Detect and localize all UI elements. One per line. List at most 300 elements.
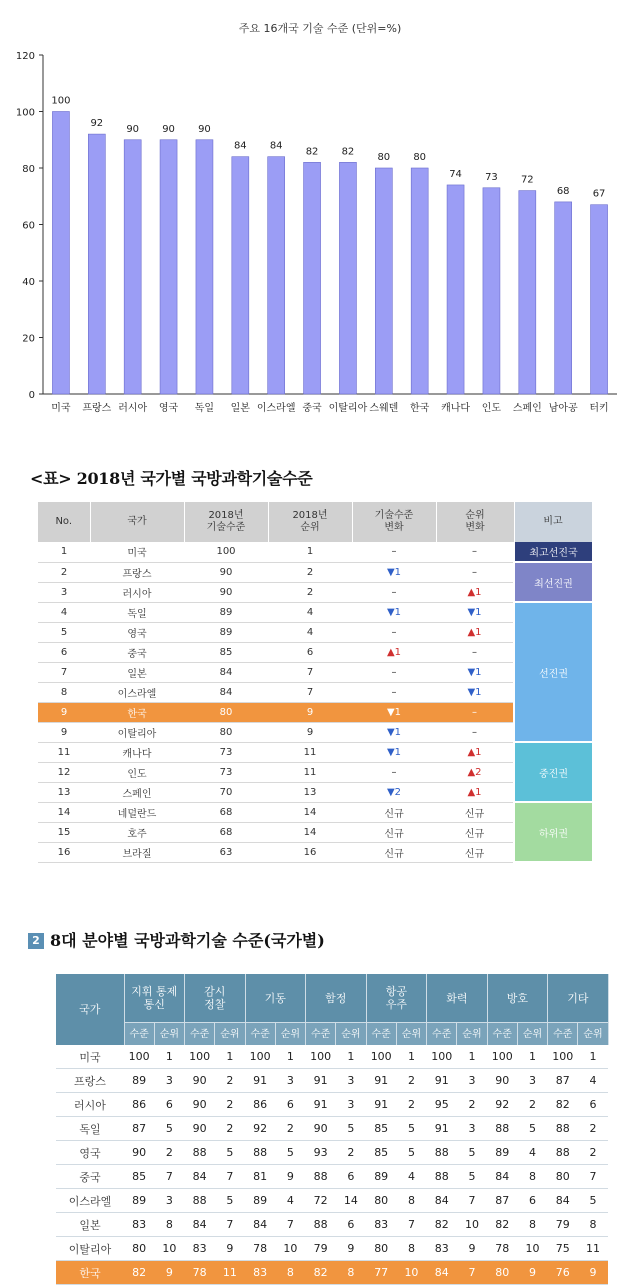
table2-rank-cell: 7 (215, 1213, 245, 1237)
table2-level-subheader: 수준 (245, 1023, 275, 1046)
bar (304, 162, 321, 394)
table2-rank-cell: 3 (457, 1069, 487, 1093)
table2-level-cell: 90 (487, 1069, 517, 1093)
table2-rank-cell: 4 (275, 1189, 305, 1213)
table2-level-cell: 81 (245, 1165, 275, 1189)
table2-level-cell: 75 (548, 1237, 578, 1261)
table1-cell-no: 9 (38, 702, 90, 722)
table2-rank-cell: 5 (457, 1141, 487, 1165)
category-label: 미국 (51, 403, 71, 414)
table2-level-cell: 91 (427, 1117, 457, 1141)
table1-cell-level: 73 (184, 742, 268, 762)
table1-cell-rank: 13 (268, 782, 352, 802)
table1-row (38, 702, 592, 722)
table2-level-cell: 82 (548, 1093, 578, 1117)
table1-header: 순위 변화 (436, 502, 514, 542)
table2-rank-cell: 7 (275, 1213, 305, 1237)
table2-level-cell: 87 (124, 1117, 154, 1141)
bar-value-label: 84 (233, 140, 247, 152)
table1-cell-no: 7 (38, 662, 90, 682)
table2-rank-cell: 5 (154, 1117, 184, 1141)
table2-rank-cell: 1 (396, 1045, 426, 1069)
table1-cell-country: 호주 (90, 822, 184, 842)
table2-rank-cell: 8 (336, 1261, 366, 1285)
table2-level-cell: 93 (306, 1141, 336, 1165)
table2-field-header: 기타 (548, 974, 609, 1023)
table1-cell-level-change: ▼1 (352, 722, 436, 742)
table2-rank-cell: 6 (336, 1165, 366, 1189)
table1-title: <표> 2018년 국가별 국방과학기술수준 (30, 469, 313, 488)
table1-cell-country: 인도 (90, 762, 184, 782)
y-tick-label: 120 (15, 51, 35, 62)
table1-cell-level: 90 (184, 562, 268, 582)
chart-title: 주요 16개국 기술 수준 (단위=%) (238, 22, 402, 35)
table2-rank-cell: 10 (517, 1237, 547, 1261)
category-label: 독일 (194, 403, 215, 414)
table1-cell-rank-change: – (436, 722, 514, 742)
table2-level-cell: 95 (427, 1093, 457, 1117)
table2-level-cell: 82 (427, 1213, 457, 1237)
table2-level-cell: 88 (185, 1141, 215, 1165)
table2-level-cell: 82 (487, 1213, 517, 1237)
table1-cell-level: 68 (184, 802, 268, 822)
table1-row (38, 782, 592, 802)
table2-rank-cell: 2 (336, 1141, 366, 1165)
table1-cell-level-change: 신규 (352, 842, 436, 862)
table2-level-cell: 78 (185, 1261, 215, 1285)
table1-cell-level-change: 신규 (352, 802, 436, 822)
table2-level-cell: 84 (427, 1189, 457, 1213)
table1-group-label: 하위권 (514, 802, 592, 862)
table1-row (38, 742, 592, 762)
table1-cell-no: 1 (38, 542, 90, 562)
y-tick-label: 60 (22, 220, 35, 232)
table2-level-cell: 88 (245, 1141, 275, 1165)
section-number-badge: 2 (28, 933, 44, 949)
table2-level-cell: 89 (366, 1165, 396, 1189)
table2-rank-cell: 4 (578, 1069, 608, 1093)
table1-cell-level: 68 (184, 822, 268, 842)
table1-cell-no: 13 (38, 782, 90, 802)
table1-cell-level-change: ▲1 (352, 642, 436, 662)
table2-rank-cell: 1 (517, 1045, 547, 1069)
table2-rank-cell: 6 (578, 1093, 608, 1117)
table1-group-label: 중진권 (514, 742, 592, 802)
table2-level-subheader: 수준 (548, 1023, 578, 1046)
table1-cell-country: 영국 (90, 622, 184, 642)
table1-cell-rank: 14 (268, 802, 352, 822)
bar (196, 140, 213, 394)
table2-level-cell: 85 (366, 1117, 396, 1141)
table1-cell-rank-change: ▼1 (436, 682, 514, 702)
table2-rank-cell: 7 (457, 1261, 487, 1285)
table2-row (56, 1165, 608, 1189)
table1-cell-country: 러시아 (90, 582, 184, 602)
table1-cell-level: 89 (184, 622, 268, 642)
table1-group-label: 선진권 (514, 602, 592, 742)
table1-cell-level: 84 (184, 662, 268, 682)
table2-rank-cell: 9 (336, 1237, 366, 1261)
bar-value-label: 72 (520, 174, 534, 186)
table2-row (56, 1237, 608, 1261)
table1-cell-rank-change: – (436, 542, 514, 562)
table2-level-cell: 89 (124, 1069, 154, 1093)
table1-cell-no: 4 (38, 602, 90, 622)
table2-rank-cell: 1 (275, 1045, 305, 1069)
bar-chart (0, 0, 640, 430)
table2-rank-cell: 3 (517, 1069, 547, 1093)
table1-cell-level: 89 (184, 602, 268, 622)
table2-level-subheader: 수준 (427, 1023, 457, 1046)
section2-title: 8대 분야별 국방과학기술 수준(국가별) (50, 931, 325, 950)
table2-level-cell: 80 (366, 1237, 396, 1261)
table2-field-header: 지휘 통제 통신 (124, 974, 185, 1023)
bar (268, 157, 285, 394)
table1-cell-no: 8 (38, 682, 90, 702)
category-label: 남아공 (548, 403, 578, 414)
table2-row (56, 1045, 608, 1069)
table2-row (56, 1213, 608, 1237)
y-tick-label: 20 (22, 333, 35, 345)
table2-rank-cell: 10 (457, 1213, 487, 1237)
table2-rank-subheader: 순위 (275, 1023, 305, 1046)
category-label: 인도 (481, 403, 502, 414)
bar-value-label: 80 (377, 152, 391, 163)
table1-row (38, 562, 592, 582)
table2-level-cell: 88 (427, 1141, 457, 1165)
table2-country-cell: 이탈리아 (56, 1237, 124, 1261)
table2-rank-cell: 3 (154, 1189, 184, 1213)
table1-cell-country: 브라질 (90, 842, 184, 862)
table1-row (38, 542, 592, 562)
table2-rank-cell: 5 (396, 1117, 426, 1141)
table1-cell-rank: 1 (268, 542, 352, 562)
table2-rank-cell: 6 (275, 1093, 305, 1117)
table1-cell-rank: 16 (268, 842, 352, 862)
table2-level-cell: 86 (245, 1093, 275, 1117)
table2-level-cell: 80 (548, 1165, 578, 1189)
bar (519, 191, 536, 394)
field-tech-level-table (56, 974, 609, 1285)
table1-cell-no: 15 (38, 822, 90, 842)
y-tick-label: 0 (28, 390, 35, 401)
table1-cell-rank: 2 (268, 562, 352, 582)
table1-row (38, 682, 592, 702)
bar (411, 168, 428, 394)
table2-rank-cell: 2 (578, 1141, 608, 1165)
table2-level-cell: 86 (124, 1093, 154, 1117)
table2-rank-cell: 9 (578, 1261, 608, 1285)
table2-rank-cell: 1 (578, 1045, 608, 1069)
category-label: 이스라엘 (256, 403, 296, 414)
table1-cell-level: 100 (184, 542, 268, 562)
table2-rank-subheader: 순위 (396, 1023, 426, 1046)
table2-level-cell: 88 (306, 1213, 336, 1237)
table2-rank-cell: 2 (578, 1117, 608, 1141)
table1-cell-rank-change: ▼1 (436, 602, 514, 622)
table2-row (56, 1093, 608, 1117)
table1-cell-level: 90 (184, 582, 268, 602)
table2-country-cell: 미국 (56, 1045, 124, 1069)
table1-cell-rank: 7 (268, 662, 352, 682)
table2-rank-cell: 2 (517, 1093, 547, 1117)
table2-level-cell: 77 (366, 1261, 396, 1285)
bar-value-label: 80 (413, 152, 427, 163)
table2-rank-cell: 5 (457, 1165, 487, 1189)
table1-cell-level-change: ▼1 (352, 742, 436, 762)
table2-row (56, 1069, 608, 1093)
bar-value-label: 90 (198, 123, 211, 135)
table2-rank-cell: 3 (457, 1117, 487, 1141)
table2-country-cell: 러시아 (56, 1093, 124, 1117)
table1-cell-rank: 2 (268, 582, 352, 602)
table2-rank-cell: 7 (154, 1165, 184, 1189)
bar (88, 134, 105, 394)
table2-level-cell: 79 (548, 1213, 578, 1237)
table2-rank-cell: 9 (275, 1165, 305, 1189)
table2-level-cell: 89 (245, 1189, 275, 1213)
table1-cell-level: 85 (184, 642, 268, 662)
table2-rank-subheader: 순위 (215, 1023, 245, 1046)
table2-level-cell: 80 (124, 1237, 154, 1261)
national-tech-level-table (38, 502, 593, 863)
table2-rank-cell: 5 (215, 1141, 245, 1165)
table2-level-cell: 82 (306, 1261, 336, 1285)
table1-row (38, 642, 592, 662)
table2-level-cell: 90 (124, 1141, 154, 1165)
table2-level-cell: 84 (245, 1213, 275, 1237)
table2-rank-cell: 11 (215, 1261, 245, 1285)
table2-rank-subheader: 순위 (457, 1023, 487, 1046)
table1-cell-level-change: ▼2 (352, 782, 436, 802)
table2-rank-cell: 3 (336, 1069, 366, 1093)
table2-rank-cell: 5 (336, 1117, 366, 1141)
table1-cell-rank-change: ▲2 (436, 762, 514, 782)
table2-country-cell: 일본 (56, 1213, 124, 1237)
bar-value-label: 90 (162, 123, 175, 135)
table2-level-cell: 79 (306, 1237, 336, 1261)
table1-row (38, 602, 592, 622)
table2-rank-cell: 10 (154, 1237, 184, 1261)
table2-level-cell: 83 (245, 1261, 275, 1285)
table1-cell-country: 스페인 (90, 782, 184, 802)
table2-level-cell: 83 (366, 1213, 396, 1237)
table2-level-cell: 84 (427, 1261, 457, 1285)
table2-level-cell: 90 (306, 1117, 336, 1141)
table1-group-label: 최고선진국 (514, 542, 592, 562)
table2-rank-cell: 1 (336, 1045, 366, 1069)
table2-rank-cell: 2 (215, 1093, 245, 1117)
table1-row (38, 802, 592, 822)
table1-header: No. (38, 502, 90, 542)
table2-level-cell: 88 (548, 1141, 578, 1165)
table1-header: 기술수준 변화 (352, 502, 436, 542)
table2-rank-cell: 8 (578, 1213, 608, 1237)
table2-level-cell: 90 (185, 1069, 215, 1093)
table2-level-cell: 90 (185, 1117, 215, 1141)
table2-level-subheader: 수준 (306, 1023, 336, 1046)
bar-value-label: 73 (485, 171, 498, 183)
table1-cell-rank-change: – (436, 642, 514, 662)
table2-level-cell: 100 (427, 1045, 457, 1069)
table2-level-cell: 82 (124, 1261, 154, 1285)
table1-cell-rank-change: ▲1 (436, 742, 514, 762)
table2-rank-cell: 2 (275, 1117, 305, 1141)
table1-cell-rank-change: ▲1 (436, 622, 514, 642)
bar-value-label: 100 (51, 95, 71, 107)
table2-row (56, 1117, 608, 1141)
table1-cell-rank-change: ▲1 (436, 582, 514, 602)
table1-cell-rank-change: 신규 (436, 802, 514, 822)
table1-cell-country: 캐나다 (90, 742, 184, 762)
table2-level-cell: 87 (548, 1069, 578, 1093)
table1-row (38, 822, 592, 842)
table1-row (38, 722, 592, 742)
table2-rank-cell: 4 (517, 1141, 547, 1165)
table2-level-cell: 92 (487, 1093, 517, 1117)
bar (483, 188, 500, 394)
table2-rank-cell: 2 (154, 1141, 184, 1165)
table1-cell-no: 3 (38, 582, 90, 602)
table2-level-cell: 89 (487, 1141, 517, 1165)
table2-rank-cell: 9 (517, 1261, 547, 1285)
table2-rank-cell: 2 (396, 1093, 426, 1117)
table1-cell-no: 14 (38, 802, 90, 822)
table1-cell-country: 중국 (90, 642, 184, 662)
table1-cell-no: 16 (38, 842, 90, 862)
table1-cell-rank-change: – (436, 562, 514, 582)
table2-level-cell: 100 (548, 1045, 578, 1069)
table1-cell-country: 이탈리아 (90, 722, 184, 742)
table2-level-cell: 72 (306, 1189, 336, 1213)
table1-group-label: 최선진권 (514, 562, 592, 602)
table2-level-cell: 76 (548, 1261, 578, 1285)
bar (447, 185, 464, 394)
y-tick-label: 80 (22, 164, 35, 175)
table1-cell-level-change: – (352, 582, 436, 602)
table2-level-cell: 100 (185, 1045, 215, 1069)
section2-heading (28, 928, 325, 951)
table1-cell-country: 이스라엘 (90, 682, 184, 702)
category-label: 터키 (589, 403, 609, 414)
table1-cell-level-change: – (352, 762, 436, 782)
table2-rank-subheader: 순위 (517, 1023, 547, 1046)
table2-rank-cell: 6 (336, 1213, 366, 1237)
table2-level-cell: 88 (487, 1117, 517, 1141)
table1-cell-level-change: 신규 (352, 822, 436, 842)
table2-rank-cell: 6 (517, 1189, 547, 1213)
table2-level-cell: 80 (487, 1261, 517, 1285)
category-label: 프랑스 (82, 403, 112, 414)
table1-header: 비고 (514, 502, 592, 542)
table2-level-cell: 91 (306, 1069, 336, 1093)
table1-cell-rank: 4 (268, 602, 352, 622)
table2-level-cell: 88 (306, 1165, 336, 1189)
table2-level-cell: 88 (427, 1165, 457, 1189)
bar-value-label: 68 (556, 185, 570, 197)
table2-rank-cell: 8 (154, 1213, 184, 1237)
table1-cell-rank: 9 (268, 702, 352, 722)
table2-row (56, 1189, 608, 1213)
table2-level-cell: 89 (124, 1189, 154, 1213)
bar (52, 112, 69, 395)
table2-level-cell: 80 (366, 1189, 396, 1213)
category-label: 스페인 (512, 403, 542, 414)
table2-country-cell: 영국 (56, 1141, 124, 1165)
table1-cell-level-change: – (352, 542, 436, 562)
table1-cell-country: 네덜란드 (90, 802, 184, 822)
table1-cell-rank: 4 (268, 622, 352, 642)
table1-row (38, 582, 592, 602)
table2-field-header: 화력 (427, 974, 488, 1023)
table2-rank-cell: 5 (215, 1189, 245, 1213)
table2-rank-cell: 7 (457, 1189, 487, 1213)
table1-cell-level-change: ▼1 (352, 602, 436, 622)
bar-chart-section (0, 0, 640, 430)
bar (375, 168, 392, 394)
table2-row (56, 1261, 608, 1285)
bar-value-label: 67 (592, 188, 606, 200)
table1-cell-rank: 7 (268, 682, 352, 702)
table2-level-cell: 84 (487, 1165, 517, 1189)
table2-rank-cell: 3 (275, 1069, 305, 1093)
table2-level-subheader: 수준 (124, 1023, 154, 1046)
table2-rank-subheader: 순위 (578, 1023, 608, 1046)
table2-level-cell: 83 (185, 1237, 215, 1261)
table2-level-cell: 83 (427, 1237, 457, 1261)
table2-country-cell: 프랑스 (56, 1069, 124, 1093)
table2-level-cell: 100 (366, 1045, 396, 1069)
table1-cell-rank-change: – (436, 702, 514, 722)
table2-rank-cell: 8 (396, 1237, 426, 1261)
table2-level-cell: 78 (245, 1237, 275, 1261)
table2-rank-cell: 7 (215, 1165, 245, 1189)
table1-cell-no: 9 (38, 722, 90, 742)
table2-rank-cell: 14 (336, 1189, 366, 1213)
table1-cell-rank: 9 (268, 722, 352, 742)
table2-level-cell: 100 (306, 1045, 336, 1069)
table1-cell-no: 11 (38, 742, 90, 762)
bar-value-label: 74 (449, 168, 462, 180)
table2-level-cell: 91 (245, 1069, 275, 1093)
table2-rank-cell: 2 (215, 1117, 245, 1141)
table2-level-cell: 91 (366, 1093, 396, 1117)
table2-rank-cell: 2 (457, 1093, 487, 1117)
bar (124, 140, 141, 394)
table1-cell-level: 73 (184, 762, 268, 782)
table1-cell-level: 80 (184, 722, 268, 742)
table2-rank-cell: 9 (154, 1261, 184, 1285)
table2-level-cell: 91 (306, 1093, 336, 1117)
table2-rank-cell: 11 (578, 1237, 608, 1261)
table2-rank-cell: 3 (154, 1069, 184, 1093)
table1-row (38, 842, 592, 862)
table2-field-header: 기동 (245, 974, 306, 1023)
table2-rank-cell: 2 (215, 1069, 245, 1093)
table1-header: 2018년 순위 (268, 502, 352, 542)
table1-cell-rank: 11 (268, 762, 352, 782)
table1-cell-no: 6 (38, 642, 90, 662)
table2-rank-cell: 1 (154, 1045, 184, 1069)
table1-header: 2018년 기술수준 (184, 502, 268, 542)
table2-level-cell: 92 (245, 1117, 275, 1141)
table1-cell-country: 한국 (90, 702, 184, 722)
table2-level-cell: 100 (245, 1045, 275, 1069)
table2-rank-cell: 1 (457, 1045, 487, 1069)
bar (555, 202, 572, 394)
bar (591, 205, 608, 394)
bar-value-label: 90 (126, 123, 140, 135)
